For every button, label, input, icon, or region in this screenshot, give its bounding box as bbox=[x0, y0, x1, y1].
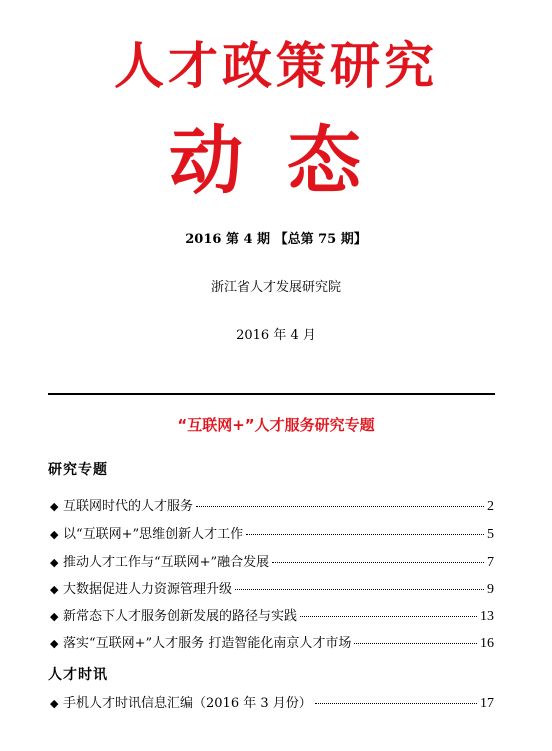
masthead-subtitle: 动态 bbox=[169, 118, 405, 204]
toc-item-title: 推动人才工作与“互联网+”融合发展 bbox=[63, 555, 270, 570]
diamond-bullet-icon: ◆ bbox=[50, 583, 59, 596]
section-heading-research: 研究专题 bbox=[48, 462, 108, 478]
toc-item-page: 17 bbox=[480, 696, 494, 711]
toc-item[interactable] bbox=[50, 692, 494, 712]
diamond-bullet-icon: ◆ bbox=[50, 697, 59, 710]
toc-item-page: 9 bbox=[487, 582, 494, 597]
toc-item-title: 以“互联网+”思维创新人才工作 bbox=[63, 527, 244, 542]
toc-item-page: 2 bbox=[487, 499, 494, 514]
dot-leader bbox=[272, 562, 484, 563]
diamond-bullet-icon: ◆ bbox=[50, 610, 59, 623]
diamond-bullet-icon: ◆ bbox=[50, 500, 59, 513]
dot-leader bbox=[354, 643, 477, 644]
diamond-bullet-icon: ◆ bbox=[50, 637, 59, 650]
dot-leader bbox=[300, 616, 477, 617]
divider-rule bbox=[48, 393, 495, 395]
issue-number: 2016 第 4 期 【总第 75 期】 bbox=[185, 232, 367, 247]
section-heading-news: 人才时讯 bbox=[48, 667, 108, 683]
dot-leader bbox=[235, 589, 484, 590]
diamond-bullet-icon: ◆ bbox=[50, 556, 59, 569]
dot-leader bbox=[246, 534, 484, 535]
toc-item-title: 互联网时代的人才服务 bbox=[63, 499, 194, 514]
toc-item-title: 大数据促进人力资源管理升级 bbox=[63, 582, 233, 597]
toc-item[interactable] bbox=[50, 551, 494, 571]
toc-item-title: 落实“互联网+”人才服务 打造智能化南京人才市场 bbox=[63, 636, 352, 651]
toc-item-page: 13 bbox=[480, 609, 494, 624]
toc-item[interactable] bbox=[50, 605, 494, 625]
toc-item[interactable] bbox=[50, 523, 494, 543]
toc-item-page: 7 bbox=[487, 555, 494, 570]
dot-leader bbox=[196, 506, 484, 507]
toc-item-page: 5 bbox=[487, 527, 494, 542]
diamond-bullet-icon: ◆ bbox=[50, 528, 59, 541]
toc-item[interactable] bbox=[50, 578, 494, 598]
publication-date: 2016 年 4 月 bbox=[236, 328, 316, 343]
toc-item[interactable] bbox=[50, 632, 494, 652]
special-topic-title: “互联网+”人才服务研究专题 bbox=[177, 416, 375, 434]
toc-item-title: 新常态下人才服务创新发展的路径与实践 bbox=[63, 609, 298, 624]
toc-item-title: 手机人才时讯信息汇编（2016 年 3 月份） bbox=[63, 696, 312, 711]
dot-leader bbox=[315, 703, 477, 704]
publisher: 浙江省人才发展研究院 bbox=[210, 280, 341, 295]
masthead-title: 人才政策研究 bbox=[114, 37, 438, 95]
toc-item-page: 16 bbox=[480, 636, 494, 651]
toc-item[interactable] bbox=[50, 495, 494, 515]
